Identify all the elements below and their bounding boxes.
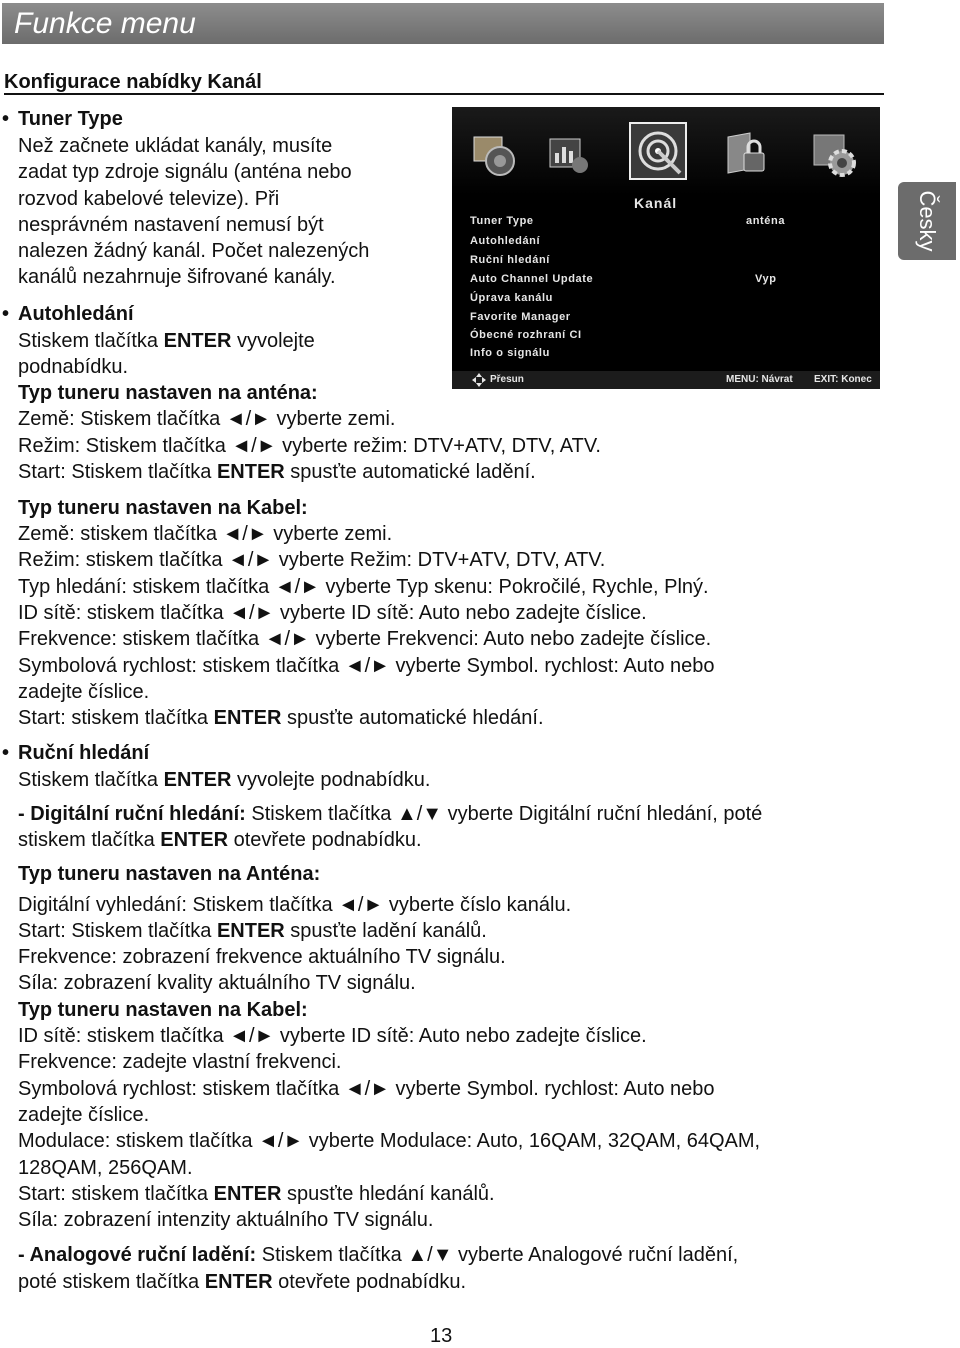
tv-menu-screenshot	[452, 107, 880, 389]
enter-key-label: ENTER	[160, 829, 229, 851]
language-tab	[898, 182, 956, 260]
auto-cable-text: ID sítě: stiskem tlačítka ◄/► vyberte ID sítě: Auto nebo zadejte číslice.	[18, 602, 647, 624]
sound-icon	[544, 129, 592, 179]
enter-key-label: ENTER	[163, 769, 232, 791]
tv-menu-item-common-interface[interactable]: Óbecné rozhraní CI	[470, 329, 582, 341]
auto-cable-text: Frekvence: stiskem tlačítka ◄/► vyberte Frekvenci: Auto nebo zadejte číslice.	[18, 628, 712, 650]
text-run: Start: stiskem tlačítka	[18, 1183, 214, 1205]
text-run: Stiskem tlačítka	[18, 769, 164, 791]
auto-cable-text: Symbolová rychlost: stiskem tlačítka ◄/► vyberte Symbol. rychlost: Auto nebo	[18, 655, 715, 677]
text-run: otevřete podnabídku.	[228, 829, 422, 851]
channel-icon	[628, 121, 688, 181]
tv-menu-item-tuner-type[interactable]: Tuner Type	[470, 215, 534, 227]
auto-antenna-start	[18, 460, 536, 484]
bullet-dot: •	[2, 108, 10, 130]
language-tab-label: Česky	[915, 190, 940, 252]
auto-cable-text: zadejte číslice.	[18, 681, 150, 703]
settings-gear-icon	[810, 129, 858, 179]
tv-menu-item-auto-channel-update[interactable]: Auto Channel Update	[470, 273, 594, 285]
manual-antenna-text: Frekvence: zobrazení frekvence aktuálního TV signálu.	[18, 946, 506, 968]
auto-cable-text: Režim: stiskem tlačítka ◄/► vyberte Režim: DTV+ATV, DTV, ATV.	[18, 549, 606, 571]
enter-key-label: ENTER	[216, 461, 285, 483]
text-run: poté stiskem tlačítka	[18, 1271, 205, 1293]
enter-key-label: ENTER	[213, 1183, 282, 1205]
text-run: spusťte automatické ladění.	[284, 461, 536, 483]
manual-cable-text: Modulace: stiskem tlačítka ◄/► vyberte Modulace: Auto, 16QAM, 32QAM, 64QAM,	[18, 1130, 761, 1152]
manual-cable-text: Frekvence: zadejte vlastní frekvenci.	[18, 1051, 342, 1073]
tv-menu-item-auto-search[interactable]: Autohledání	[470, 235, 541, 247]
text-run: stiskem tlačítka	[18, 829, 161, 851]
auto-antenna-text: Režim: Stiskem tlačítka ◄/► vyberte režim: DTV+ATV, DTV, ATV.	[18, 435, 601, 457]
tv-menu-icon-bar	[452, 107, 880, 195]
tv-footer-move: Přesun	[490, 374, 524, 385]
header-bar	[2, 3, 884, 44]
auto-search-heading: Autohledání	[18, 303, 134, 325]
auto-cable-text: Typ hledání: stiskem tlačítka ◄/► vyberte Typ skenu: Pokročilé, Rychle, Plný.	[18, 576, 709, 598]
bullet-dot: •	[2, 742, 10, 764]
manual-antenna-start	[18, 919, 487, 943]
text-run: Start: Stiskem tlačítka	[18, 461, 217, 483]
tuner-type-text: rozvod kabelové televize). Při	[18, 188, 280, 210]
page-number: 13	[430, 1325, 453, 1347]
text-run: vyvolejte	[231, 330, 315, 352]
tv-menu-item-channel-edit[interactable]: Úprava kanálu	[470, 292, 554, 304]
enter-key-label: ENTER	[163, 330, 232, 352]
tuner-type-text: kanálů nezahrnuje šifrované kanály.	[18, 266, 336, 288]
enter-key-label: ENTER	[213, 707, 282, 729]
tv-menu-footer	[452, 371, 880, 389]
tuner-type-text: Než začnete ukládat kanály, musíte	[18, 135, 333, 157]
auto-antenna-heading: Typ tuneru nastaven na anténa:	[18, 382, 318, 404]
manual-cable-text: 128QAM, 256QAM.	[18, 1157, 193, 1179]
auto-antenna-text: Země: Stiskem tlačítka ◄/► vyberte zemi.	[18, 408, 396, 430]
auto-cable-heading: Typ tuneru nastaven na Kabel:	[18, 497, 308, 519]
tuner-type-text: zadat typ zdroje signálu (anténa nebo	[18, 161, 352, 183]
manual-cable-text: Symbolová rychlost: stiskem tlačítka ◄/► vyberte Symbol. rychlost: Auto nebo	[18, 1078, 715, 1100]
manual-cable-start	[18, 1182, 495, 1206]
manual-cable-text: ID sítě: stiskem tlačítka ◄/► vyberte ID sítě: Auto nebo zadejte číslice.	[18, 1025, 647, 1047]
section-divider	[4, 93, 884, 95]
move-arrows-icon	[472, 373, 486, 387]
tv-footer-menu: MENU: Návrat	[726, 374, 793, 385]
tuner-type-heading: Tuner Type	[18, 108, 123, 130]
manual-antenna-text: Síla: zobrazení kvality aktuálního TV signálu.	[18, 972, 416, 994]
auto-search-text	[18, 329, 315, 353]
analog-manual-text	[18, 1243, 738, 1267]
analog-manual-label: - Analogové ruční ladění:	[18, 1244, 257, 1266]
digital-manual-label: - Digitální ruční hledání:	[18, 803, 246, 825]
tv-menu-value-auto-channel-update: Vyp	[755, 273, 777, 285]
manual-search-heading: Ruční hledání	[18, 742, 150, 764]
tv-footer-exit: EXIT: Konec	[814, 374, 872, 385]
analog-manual-text	[18, 1270, 466, 1294]
manual-antenna-text: Digitální vyhledání: Stiskem tlačítka ◄/► vyberte číslo kanálu.	[18, 894, 572, 916]
tv-menu-item-favorite-manager[interactable]: Favorite Manager	[470, 311, 571, 323]
page-title: Funkce menu	[14, 7, 196, 40]
digital-manual-text	[18, 802, 762, 826]
manual-cable-heading: Typ tuneru nastaven na Kabel:	[18, 999, 308, 1021]
auto-cable-start	[18, 706, 544, 730]
text-run: spusťte automatické hledání.	[281, 707, 544, 729]
enter-key-label: ENTER	[216, 920, 285, 942]
section-heading: Konfigurace nabídky Kanál	[4, 71, 262, 93]
text-run: Stiskem tlačítka ▲/▼ vyberte Analogové ruční ladění,	[256, 1244, 739, 1266]
text-run: spusťte ladění kanálů.	[284, 920, 487, 942]
tv-menu-item-manual-search[interactable]: Ruční hledání	[470, 254, 550, 266]
enter-key-label: ENTER	[204, 1271, 273, 1293]
tv-menu-value-tuner-type: anténa	[746, 215, 786, 227]
tuner-type-text: nesprávném nastavení nemusí být	[18, 214, 324, 236]
auto-cable-text: Země: stiskem tlačítka ◄/► vyberte zemi.	[18, 523, 393, 545]
bullet-dot: •	[2, 303, 10, 325]
text-run: Start: stiskem tlačítka	[18, 707, 214, 729]
text-run: Start: Stiskem tlačítka	[18, 920, 217, 942]
picture-icon	[470, 129, 518, 179]
digital-manual-text	[18, 828, 422, 852]
text-run: otevřete podnabídku.	[272, 1271, 467, 1293]
text-run: Stiskem tlačítka	[18, 330, 164, 352]
auto-search-text: podnabídku.	[18, 356, 129, 378]
text-run: vyvolejte podnabídku.	[231, 769, 431, 791]
manual-search-text	[18, 768, 430, 792]
manual-cable-text: Síla: zobrazení intenzity aktuálního TV signálu.	[18, 1209, 434, 1231]
text-run: spusťte hledání kanálů.	[281, 1183, 495, 1205]
text-run: Stiskem tlačítka ▲/▼ vyberte Digitální ruční hledání, poté	[245, 803, 763, 825]
tv-menu-item-signal-info[interactable]: Info o signálu	[470, 347, 550, 359]
tv-menu-title: Kanál	[634, 195, 678, 211]
lock-icon	[722, 129, 770, 179]
manual-cable-text: zadejte číslice.	[18, 1104, 150, 1126]
tuner-type-text: nalezen žádný kanál. Počet nalezených	[18, 240, 370, 262]
manual-antenna-heading: Typ tuneru nastaven na Anténa:	[18, 863, 321, 885]
